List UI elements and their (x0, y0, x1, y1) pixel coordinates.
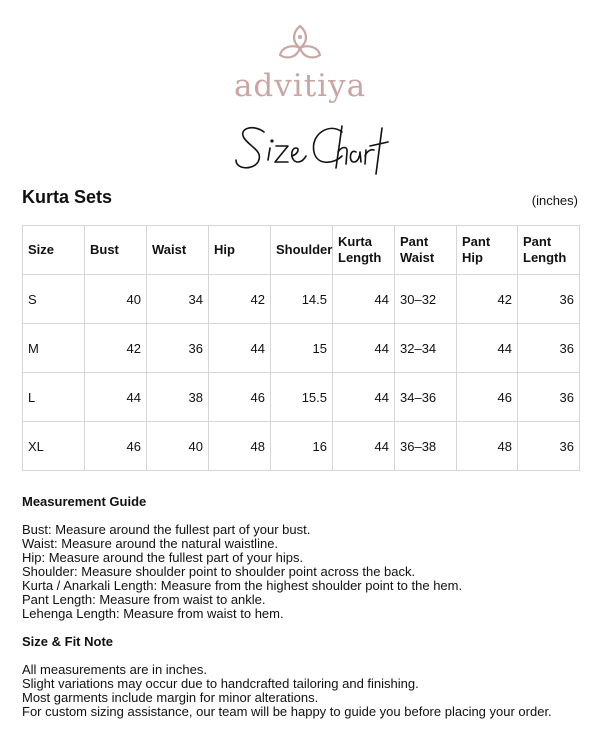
column-header: Kurta Length (333, 226, 395, 275)
guide-line: Shoulder: Measure shoulder point to shoulder point across the back. (22, 564, 416, 579)
table-cell: 32–34 (395, 324, 457, 373)
table-cell: 48 (457, 422, 518, 471)
brand-logo (0, 22, 600, 104)
table-cell: 44 (209, 324, 271, 373)
table-cell: L (23, 373, 85, 422)
fit-note-line: All measurements are in inches. (22, 662, 207, 677)
table-cell: 42 (209, 275, 271, 324)
column-header: Bust (85, 226, 147, 275)
column-header: Size (23, 226, 85, 275)
table-header-row (23, 226, 580, 275)
table-cell: 44 (333, 324, 395, 373)
table-cell: 14.5 (271, 275, 333, 324)
table-cell: 44 (457, 324, 518, 373)
table-cell: 36 (518, 373, 580, 422)
table-cell: 15.5 (271, 373, 333, 422)
fit-note-line: Slight variations may occur due to handcrafted tailoring and finishing. (22, 676, 419, 691)
guide-line: Pant Length: Measure from waist to ankle. (22, 592, 266, 607)
table-row (23, 324, 580, 373)
unit-note: (inches) (531, 193, 578, 208)
table-cell: 44 (333, 373, 395, 422)
fit-note-list (22, 663, 582, 719)
table-cell: 44 (333, 275, 395, 324)
column-header: Waist (147, 226, 209, 275)
measurement-guide (22, 495, 582, 719)
guide-line: Bust: Measure around the fullest part of your bust. (22, 522, 311, 537)
column-header: Hip (209, 226, 271, 275)
table-cell: 44 (333, 422, 395, 471)
column-header: Pant Length (518, 226, 580, 275)
column-header: Shoulder (271, 226, 333, 275)
table-row (23, 422, 580, 471)
column-header: Pant Hip (457, 226, 518, 275)
fit-note-line: For custom sizing assistance, our team will be happy to guide you before placing your order. (22, 704, 552, 719)
table-cell: 15 (271, 324, 333, 373)
size-chart-script-title (230, 118, 390, 178)
table-cell: 46 (85, 422, 147, 471)
table-cell: 40 (147, 422, 209, 471)
table-cell: 36 (518, 422, 580, 471)
table-cell: 46 (209, 373, 271, 422)
guide-line: Waist: Measure around the natural waistline. (22, 536, 279, 551)
table-row (23, 373, 580, 422)
guide-title: Measurement Guide (22, 494, 147, 509)
table-cell: S (23, 275, 85, 324)
table-cell: 36–38 (395, 422, 457, 471)
table-cell: 48 (209, 422, 271, 471)
table-cell: 30–32 (395, 275, 457, 324)
guide-line: Hip: Measure around the fullest part of your hips. (22, 550, 304, 565)
table-row (23, 275, 580, 324)
guide-line: Kurta / Anarkali Length: Measure from the highest shoulder point to the hem. (22, 578, 463, 593)
table-cell: 42 (85, 324, 147, 373)
table-cell: 46 (457, 373, 518, 422)
table-cell: 44 (85, 373, 147, 422)
lotus-icon (275, 22, 325, 66)
fit-note-title: Size & Fit Note (22, 634, 114, 649)
table-cell: 34 (147, 275, 209, 324)
table-cell: 36 (518, 324, 580, 373)
table-cell: 16 (271, 422, 333, 471)
table-cell: XL (23, 422, 85, 471)
table-cell: 36 (518, 275, 580, 324)
table-cell: 36 (147, 324, 209, 373)
column-header: Pant Waist (395, 226, 457, 275)
guide-line: Lehenga Length: Measure from waist to hem. (22, 606, 284, 621)
brand-name: advitiya (233, 68, 367, 104)
guide-list (22, 523, 582, 621)
table-cell: 34–36 (395, 373, 457, 422)
table-cell: 40 (85, 275, 147, 324)
size-chart-table (22, 225, 580, 471)
fit-note-line: Most garments include margin for minor alterations. (22, 690, 319, 705)
table-cell: M (23, 324, 85, 373)
table-cell: 38 (147, 373, 209, 422)
table-cell: 42 (457, 275, 518, 324)
table-title: Kurta Sets (22, 187, 113, 207)
